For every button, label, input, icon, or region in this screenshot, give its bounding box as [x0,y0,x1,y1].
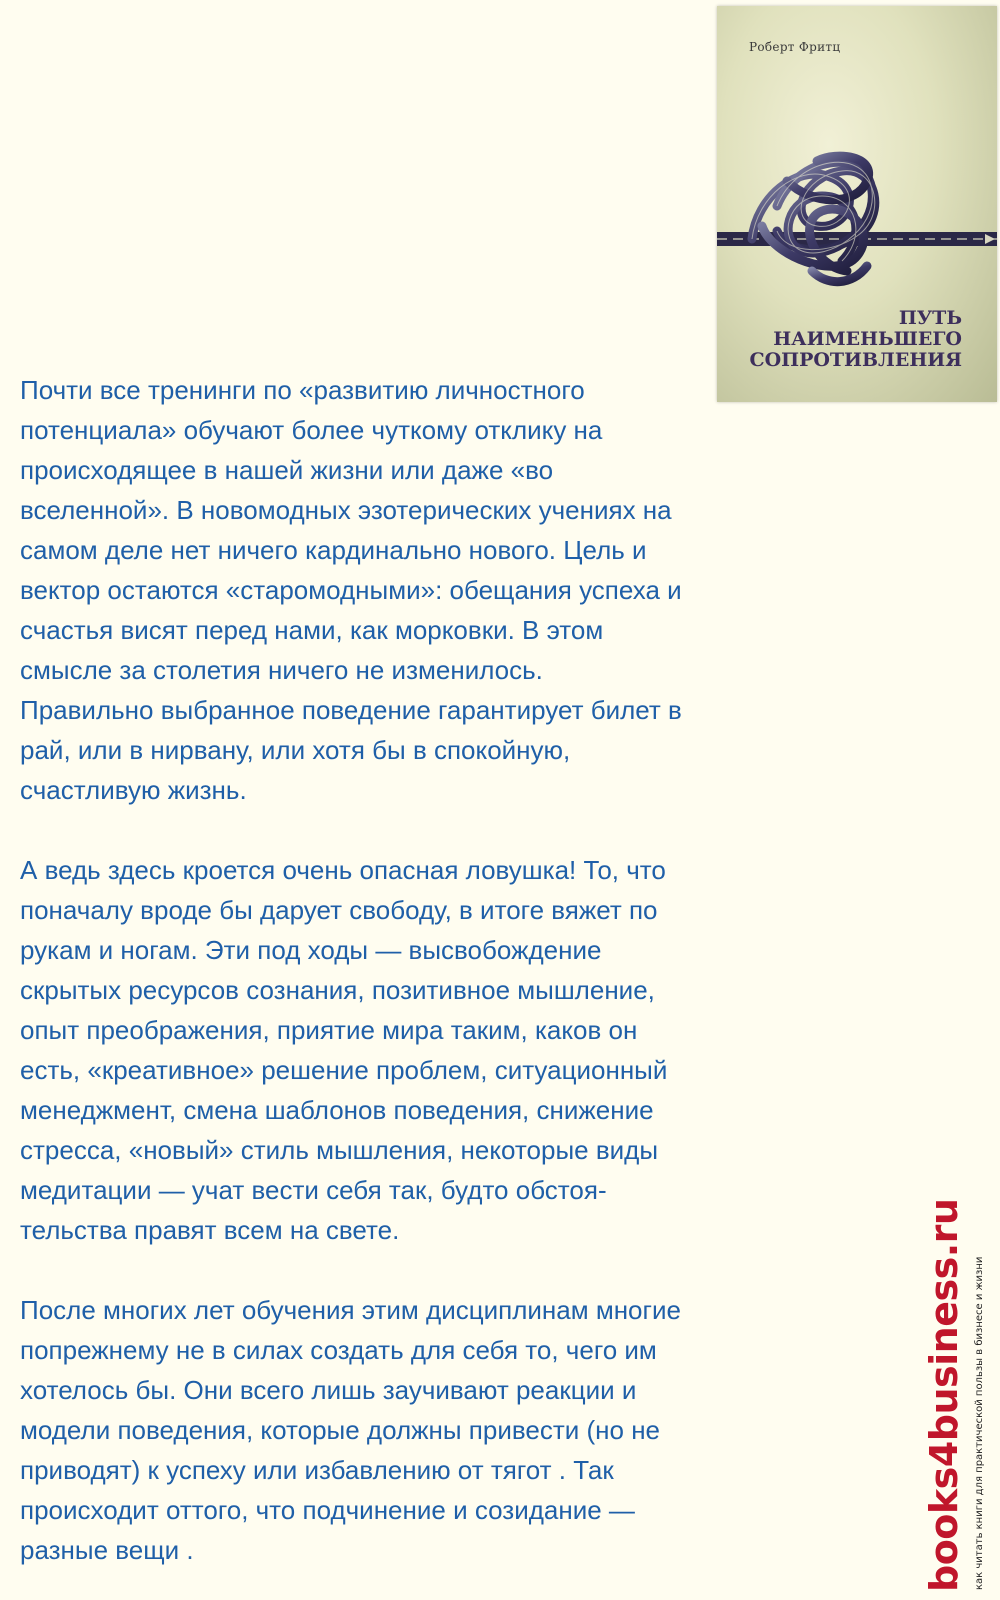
cover-author: Роберт Фритц [749,40,841,54]
site-watermark [918,1198,998,1592]
watermark-site: books4business.ru [922,1198,966,1592]
paragraph-2: А ведь здесь кроется очень опасная ловушка! То, что поначалу вроде бы дарует свободу, в итоге вяжет по рукам и ногам. Эти под ходы — высвобождение скрытых ресурсов сознания, позитивное мышление, опыт преображения, приятие мира таким, каков он есть, «креативное» решение проблем, ситуационный менеджмент, смена шаблонов поведения, снижение стресса, «новый» стиль мышления, некоторые виды медитации — учат вести себя так, будто обстоя- тельства правят всем на свете. [20,855,668,1245]
tangled-road-illustration [717,136,997,296]
watermark-tagline: как читать книги для практической пользы в бизнесе и жизни [974,1256,985,1590]
cover-title-line: СОПРОТИВЛЕНИЯ [749,349,962,371]
paragraph-1: Почти все тренинги по «развитию личностного потенциала» обучают более чуткому отклику на происходящее в нашей жизни или даже «во вселенной». В новомодных эзотерических учениях на самом деле нет ничего кардинально нового. Цель и вектор остаются «старомодными»: обещания успеха и счастья висят перед нами, как морковки. В этом смысле за столетия ничего не изменилось. Правильно выбранное поведение гарантирует билет в рай, или в нирвану, или хотя бы в спокойную, счастливую жизнь. [20,375,682,805]
cover-title-line: НАИМЕНЬШЕГО [773,328,962,350]
cover-title-line: ПУТЬ [898,307,962,329]
book-cover [717,6,997,402]
cover-title [717,308,962,371]
article-text [20,370,850,1600]
paragraph-3: После многих лет обучения этим дисциплинам многие попрежнему не в силах создать для себя то, чего им хотелось бы. Они всего лишь заучивают реакции и модели поведения, которые должны привести (но не приводят) к успеху или избавлению от тягот . Так происходит оттого, что подчинение и созидание — разные вещи . [20,1295,681,1565]
